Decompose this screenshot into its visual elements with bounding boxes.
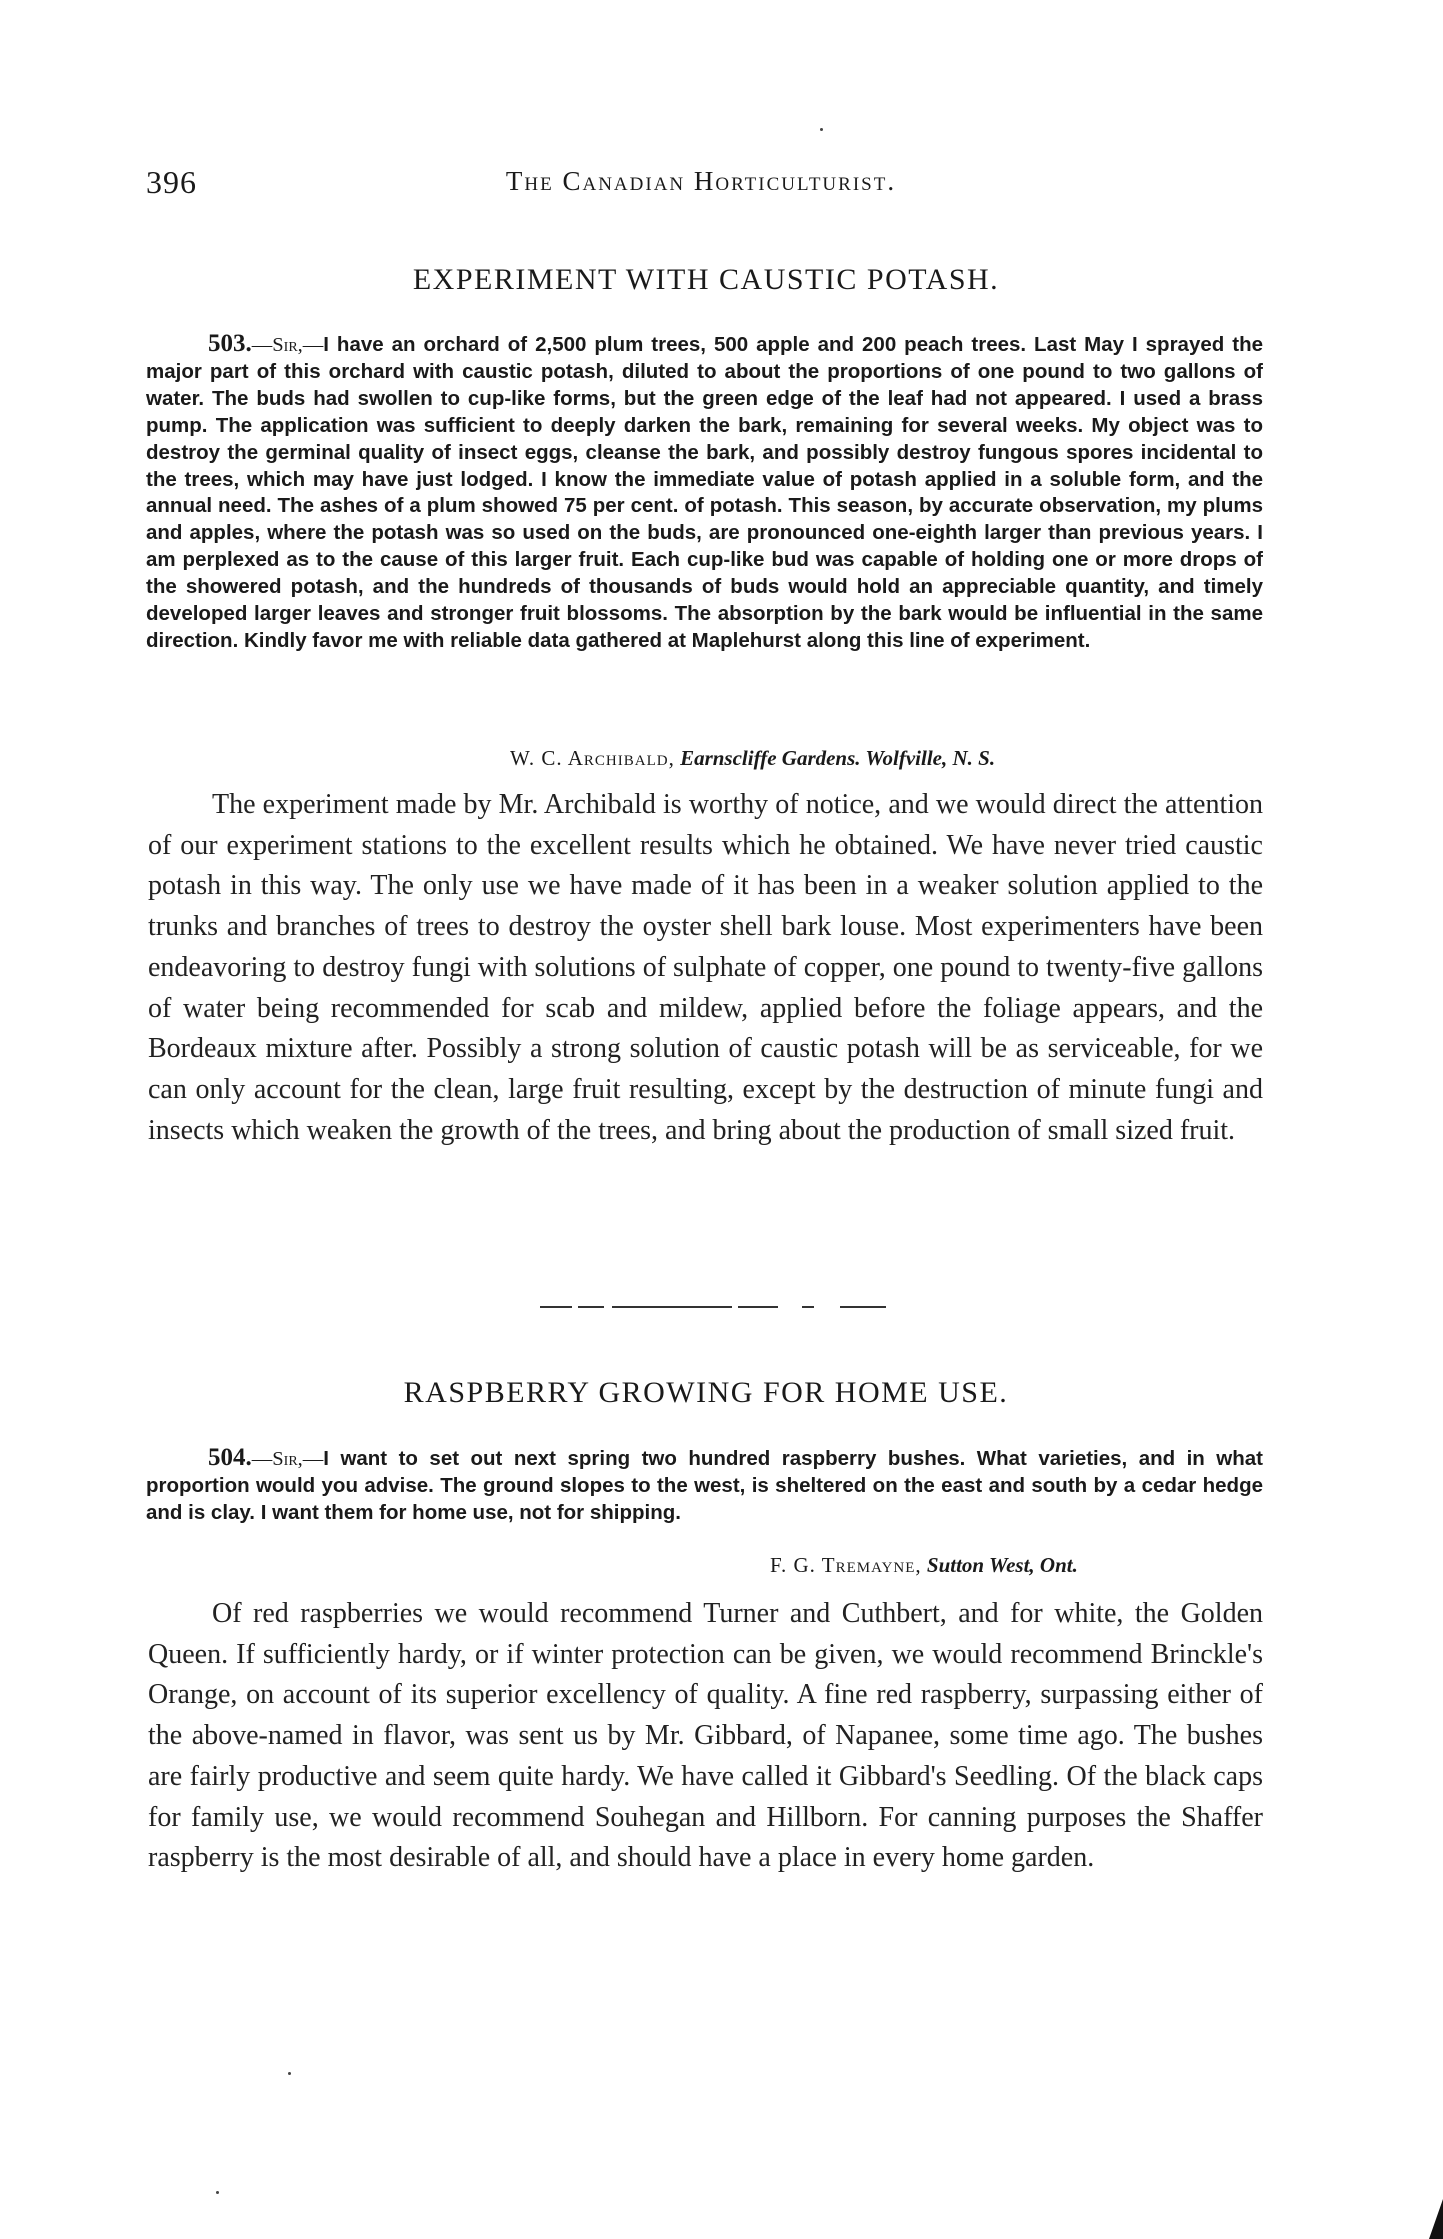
print-speck (216, 2191, 219, 2194)
signature-504 (770, 1553, 1078, 1578)
section-separator (540, 1306, 886, 1309)
journal-title: The Canadian Horticulturist. (505, 166, 897, 196)
signature-place: Sutton West, Ont. (926, 1553, 1078, 1577)
signature-name: W. C. Archibald, (510, 746, 675, 770)
print-speck (820, 128, 823, 131)
section-title-caustic-potash: EXPERIMENT WITH CAUSTIC POTASH. (412, 263, 1000, 296)
query-number: 503. (208, 330, 252, 357)
editor-reply-503: The experiment made by Mr. Archibald is worthy of notice, and we would direct the attention of our experiment stations to the excellent results which he obtained. We have never tried caustic potash in this way. The only use we have made of it has been in a weaker solution applied to the trunks and branches of trees to destroy the oyster shell bark louse. Most experimenters have been endeavoring to destroy fungi with solutions of sulphate of copper, one pound to twenty-five gallons of water being recommended for scab and mildew, applied before the foliage appears, and the Bordeaux mixture after. Possibly a strong solution of caustic potash will be as serviceable, for we can only account for the clean, large fruit resulting, except by the destruction of minute fungi and insects which weaken the growth of the trees, and bring about the production of small sized fruit. (148, 789, 1263, 1146)
editor-reply-504: Of red raspberries we would recommend Turner and Cuthbert, and for white, the Golden Queen. If sufficiently hardy, or if winter protection can be given, we would recommend Brinckle's Orange, on account of its superior excellency of quality. A fine red raspberry, surpassing either of the above-named in flavor, was sent us by Mr. Gibbard, of Napanee, some time ago. The bushes are fairly productive and seem quite hardy. We have called it Gibbard's Seedling. Of the black caps for family use, we would recommend Souhegan and Hillborn. For canning purposes the Shaffer raspberry is the most desirable of all, and should have a place in every home garden. (148, 1598, 1263, 1874)
letter-503 (146, 331, 1263, 655)
salutation: —Sir,— (251, 334, 324, 356)
print-speck (288, 2072, 291, 2075)
signature-place: Earnscliffe Gardens. Wolfville, N. S. (680, 746, 996, 770)
section-title-raspberry: RASPBERRY GROWING FOR HOME USE. (403, 1376, 1009, 1409)
scan-corner-mark (1429, 2199, 1443, 2239)
signature-503 (510, 746, 995, 771)
signature-name: F. G. Tremayne, (770, 1553, 922, 1577)
letter-body: I have an orchard of 2,500 plum trees, 500 apple and 200 peach trees. Last May I sprayed the major part of this orchard with caustic potash, diluted to about the proportions of one pound to two gallons of water. The buds had swollen to cup-like forms, but the green edge of the leaf had not appeared. I used a brass pump. The application was sufficient to deeply darken the bark, remaining for several weeks. My object was to destroy the germinal quality of insect eggs, cleanse the bark, and possibly destroy fungous spores incidental to the trees, which may have just lodged. I know the immediate value of potash applied in a soluble form, and the annual need. The ashes of a plum showed 75 per cent. of potash. This season, by accurate observation, my plums and apples, where the potash was so used on the buds, are pronounced one-eighth larger than previous years. I am perplexed as to the cause of this larger fruit. Each cup-like bud was capable of holding one or more drops of the showered potash, and the hundreds of thousands of buds would hold an appreciable quantity, and timely developed larger leaves and stronger fruit blossoms. The absorption by the bark would be influential in the same direction. Kindly favor me with reliable data gathered at Maplehurst along this line of experiment. (146, 333, 1263, 652)
query-number: 504. (208, 1444, 252, 1471)
letter-body: I want to set out next spring two hundred raspberry bushes. What varieties, and in what proportion would you advise. The ground slopes to the west, is sheltered on the east and south by a cedar hedge and is clay. I want them for home use, not for shipping. (146, 1447, 1263, 1524)
salutation: —Sir,— (251, 1448, 324, 1470)
page-number: 396 (146, 164, 197, 200)
running-header (146, 164, 1256, 208)
letter-504 (146, 1445, 1263, 1527)
